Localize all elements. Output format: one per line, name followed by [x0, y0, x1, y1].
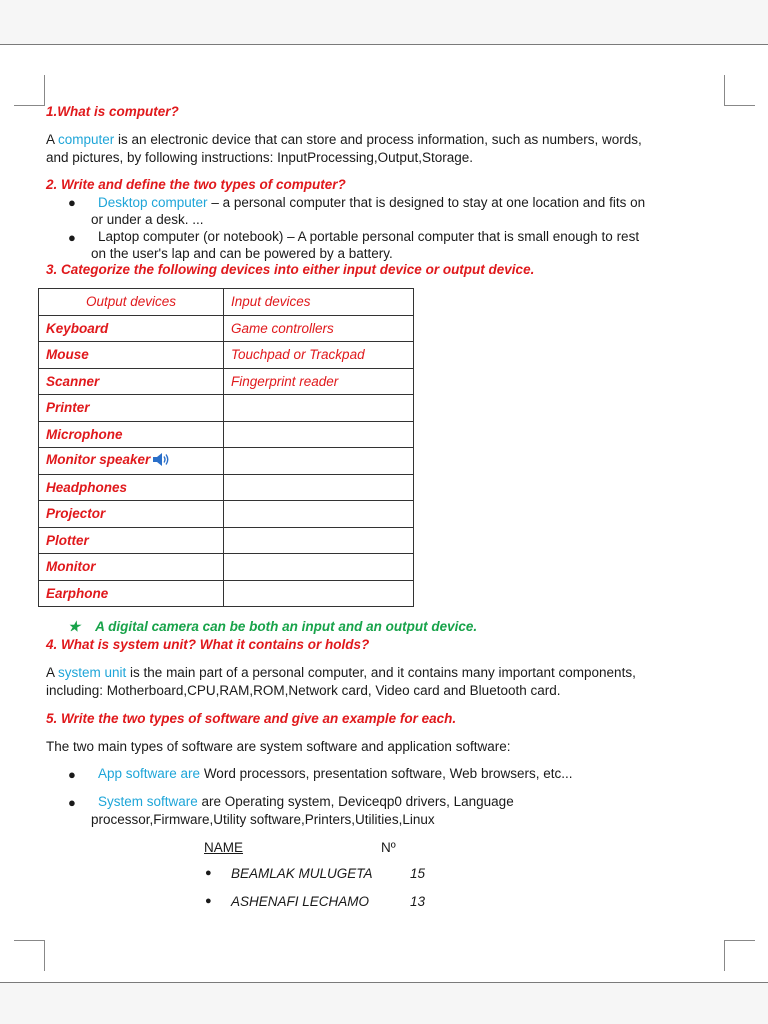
q2-desktop-term: Desktop computer [98, 195, 208, 210]
q4-answer-rest: is the main part of a personal computer, and it contains many important components, [126, 665, 636, 680]
output-cell-text: Monitor speaker [46, 452, 151, 468]
member-number: 13 [410, 894, 426, 909]
q5-app-term: App software are [98, 766, 201, 781]
q5-sys-line1 [98, 793, 514, 811]
input-cell: Game controllers [224, 315, 414, 342]
q2-laptop-line2: on the user's lap and can be powered by a battery. [91, 246, 393, 261]
q1-answer-rest: is an electronic device that can store and process information, such as numbers, words, [114, 132, 642, 147]
q2-laptop-line1: Laptop computer (or notebook) – A portable personal computer that is small enough to rest [98, 229, 640, 244]
document-page [0, 44, 768, 983]
q3-heading: 3. Categorize the following devices into either input device or output device. [46, 262, 535, 277]
number-column-header: Nº [381, 840, 396, 855]
q5-sys-rest: are Operating system, Deviceqp0 drivers, Language [197, 794, 514, 809]
table-row [39, 395, 414, 422]
table-row [39, 342, 414, 369]
q1-answer-line1 [46, 131, 642, 149]
bullet-icon: ● [68, 795, 76, 810]
input-cell [224, 395, 414, 422]
bullet-icon: ● [68, 767, 76, 782]
crop-mark-bottom-left [14, 940, 45, 971]
q4-answer-pre: A [46, 665, 59, 680]
devices-table [38, 288, 414, 607]
q4-heading: 4. What is system unit? What it contains or holds? [46, 637, 370, 652]
q5-sys-term: System software [98, 794, 198, 809]
table-row [39, 474, 414, 501]
crop-mark-top-left [14, 75, 45, 106]
q5-app-rest: Word processors, presentation software, Web browsers, etc... [200, 766, 573, 781]
table-row [39, 448, 414, 475]
header-output-devices: Output devices [39, 289, 224, 316]
q2-desktop-rest: – a personal computer that is designed to stay at one location and fits on [207, 195, 646, 210]
member-name: BEAMLAK MULUGETA [231, 866, 373, 881]
camera-note-text: A digital camera can be both an input and an output device. [95, 619, 478, 634]
input-cell [224, 554, 414, 581]
table-row [39, 421, 414, 448]
input-cell [224, 501, 414, 528]
table-row [39, 315, 414, 342]
q1-answer-pre: A [46, 132, 59, 147]
star-icon: ★ [68, 619, 81, 634]
input-cell [224, 421, 414, 448]
output-cell: Projector [39, 501, 224, 528]
member-number: 15 [410, 866, 426, 881]
q1-heading: 1.What is computer? [46, 104, 179, 119]
member-name: ASHENAFI LECHAMO [231, 894, 370, 909]
bullet-icon: ● [68, 195, 76, 210]
q4-answer-line2: including: Motherboard,CPU,RAM,ROM,Network card, Video card and Bluetooth card. [46, 683, 561, 698]
q2-heading: 2. Write and define the two types of computer? [46, 177, 346, 192]
output-cell: Earphone [39, 580, 224, 607]
output-cell: Scanner [39, 368, 224, 395]
q4-answer-line1 [46, 664, 636, 682]
output-cell: Microphone [39, 421, 224, 448]
bullet-icon: ● [205, 867, 212, 879]
q5-intro: The two main types of software are system software and application software: [46, 739, 511, 754]
q4-term: system unit [58, 665, 127, 680]
table-header-row [39, 289, 414, 316]
table-row [39, 580, 414, 607]
input-cell: Touchpad or Trackpad [224, 342, 414, 369]
table-row [39, 368, 414, 395]
input-cell [224, 527, 414, 554]
table-row [39, 554, 414, 581]
table-row [39, 501, 414, 528]
q1-answer-line2: and pictures, by following instructions: InputProcessing,Output,Storage. [46, 150, 473, 165]
q5-app-line [98, 765, 572, 783]
q1-term: computer [58, 132, 115, 147]
header-input-devices: Input devices [224, 289, 414, 316]
input-cell [224, 448, 414, 475]
output-cell: Monitor [39, 554, 224, 581]
output-cell: Plotter [39, 527, 224, 554]
bullet-icon: ● [68, 230, 76, 245]
input-cell: Fingerprint reader [224, 368, 414, 395]
crop-mark-bottom-right [724, 940, 755, 971]
name-column-header: NAME [204, 840, 244, 855]
q2-desktop-line2: or under a desk. ... [91, 212, 204, 227]
input-cell [224, 474, 414, 501]
output-cell: Mouse [39, 342, 224, 369]
q5-sys-line2: processor,Firmware,Utility software,Printers,Utilities,Linux [91, 812, 435, 827]
table-row [39, 527, 414, 554]
speaker-icon [153, 453, 171, 469]
q2-desktop-line1 [98, 194, 645, 212]
camera-note [68, 619, 477, 635]
output-cell-with-icon [39, 448, 224, 475]
output-cell: Headphones [39, 474, 224, 501]
bullet-icon: ● [205, 895, 212, 907]
input-cell [224, 580, 414, 607]
output-cell: Printer [39, 395, 224, 422]
q5-heading: 5. Write the two types of software and give an example for each. [46, 711, 457, 726]
output-cell: Keyboard [39, 315, 224, 342]
crop-mark-top-right [724, 75, 755, 106]
